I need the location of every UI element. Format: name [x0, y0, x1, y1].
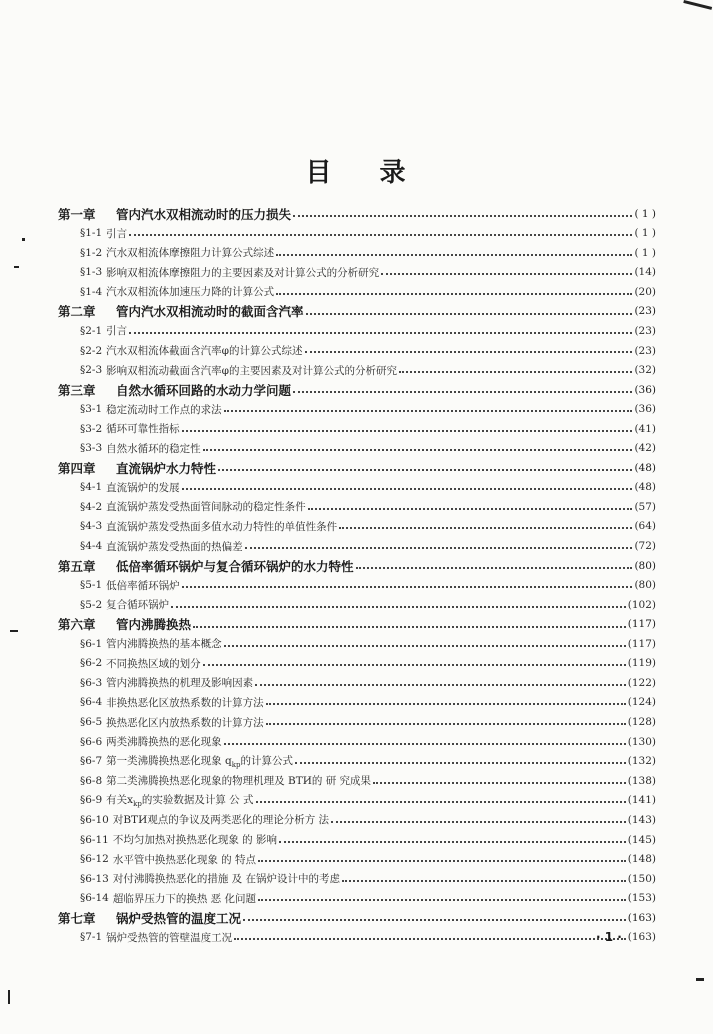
section-title	[106, 675, 253, 690]
dot-leader	[399, 364, 632, 377]
title-text: 汽水双相流体摩擦阻力计算公式综述	[106, 247, 275, 260]
section-title	[106, 323, 127, 338]
title-text: 管内沸腾换热的基本概念	[106, 638, 222, 651]
page-ref: (20)	[634, 285, 656, 298]
chapter-title	[116, 557, 354, 575]
dot-leader	[224, 735, 626, 748]
dot-leader	[203, 657, 626, 670]
section-number: §1-3	[80, 266, 103, 279]
dot-leader	[266, 716, 626, 729]
subscript: kp	[133, 800, 142, 809]
page-ref: (41)	[634, 422, 656, 435]
toc-section-row	[58, 497, 656, 517]
dot-leader	[381, 266, 632, 279]
page-ref: (130)	[627, 735, 656, 748]
title-text-continued: 的实验数据及计算 公 式	[141, 794, 254, 807]
title-text: 两类沸腾换热的恶化现象	[106, 736, 222, 749]
page-ref: (80)	[634, 559, 656, 572]
scan-mark-left-3	[10, 630, 18, 632]
dot-leader	[293, 382, 632, 397]
toc-section-row	[58, 693, 656, 713]
section-number: §3-3	[80, 442, 103, 455]
toc-section-row	[58, 360, 656, 380]
toc-chapter-row	[58, 908, 656, 927]
toc-chapter-row	[58, 556, 656, 575]
section-title	[106, 480, 180, 495]
chapter-title	[116, 381, 291, 399]
title-text: 第一类沸腾换热恶化现象 q	[106, 755, 232, 768]
dot-leader	[234, 931, 626, 944]
toc-section-row	[58, 223, 656, 243]
section-title	[113, 891, 256, 906]
chapter-title	[116, 302, 304, 320]
page-ref: (48)	[634, 481, 656, 494]
title-text: 直流锅炉的发展	[106, 481, 180, 494]
section-number: §6-5	[80, 716, 103, 729]
section-title	[106, 715, 264, 730]
toc-section-row	[58, 712, 656, 732]
page-ref: (64)	[634, 520, 656, 533]
page-ref: (148)	[627, 853, 656, 866]
dot-leader	[203, 442, 633, 455]
section-number: §1-2	[80, 246, 103, 259]
section-number: §6-11	[80, 833, 109, 846]
dot-leader	[129, 325, 632, 338]
section-number: §1-4	[80, 285, 103, 298]
section-title	[106, 930, 232, 945]
title-text: 汽水双相流体加速压力降的计算公式	[106, 286, 275, 299]
page-ref: (150)	[627, 872, 656, 885]
page-ref: (80)	[634, 579, 656, 592]
dot-leader	[279, 833, 626, 846]
dot-leader	[266, 696, 626, 709]
page-ref: (128)	[627, 716, 656, 729]
chapter-number: 第三章	[58, 382, 96, 398]
table-of-contents	[58, 204, 656, 947]
toc-section-row	[58, 321, 656, 341]
title-text: 不同换热区域的划分	[106, 657, 201, 670]
page-ref: (132)	[627, 755, 656, 768]
chapter-number: 第七章	[58, 910, 96, 926]
toc-section-row	[58, 869, 656, 889]
title-text: 管内汽水双相流动时的截面含汽率	[116, 304, 304, 320]
section-number: §6-1	[80, 637, 103, 650]
dot-leader	[258, 853, 626, 866]
title-text: 有关x	[106, 794, 134, 807]
section-title	[106, 695, 264, 710]
dot-leader	[276, 286, 632, 299]
toc-section-row	[58, 751, 656, 771]
section-number: §4-3	[80, 520, 103, 533]
section-number: §2-2	[80, 344, 103, 357]
title-text: 水平管中换热恶化现象 的 特点	[112, 853, 257, 866]
section-title	[106, 226, 127, 241]
dot-leader	[193, 617, 626, 632]
chapter-title	[116, 615, 191, 633]
title-text: 直流锅炉蒸发受热面管间脉动的稳定性条件	[106, 501, 306, 514]
dot-leader	[331, 814, 626, 827]
toc-section-row	[58, 771, 656, 791]
section-title	[106, 656, 201, 671]
title-text: 稳定流动时工作点的求法	[106, 403, 222, 416]
section-title	[113, 871, 340, 886]
toc-section-row	[58, 478, 656, 498]
page-ref: (143)	[627, 813, 656, 826]
title-char-1: 目	[305, 158, 334, 188]
title-text: 直流锅炉水力特性	[116, 460, 217, 476]
toc-section-row	[58, 282, 656, 302]
dot-leader	[224, 403, 633, 416]
toc-section-row	[58, 791, 656, 811]
page-ref: (153)	[627, 892, 656, 905]
subscript: kp	[231, 761, 241, 770]
toc-section-row	[58, 673, 656, 693]
section-number: §6-10	[80, 813, 109, 826]
chapter-title	[116, 205, 291, 223]
dot-leader	[356, 558, 633, 573]
page-ref: (141)	[627, 794, 656, 807]
title-text: 对付沸腾换热恶化的措施 及 在锅炉设计中的考虑	[112, 873, 341, 886]
dot-leader	[224, 637, 626, 650]
section-title	[106, 499, 306, 514]
section-title	[106, 343, 302, 358]
toc-section-row	[58, 575, 656, 595]
dot-leader	[218, 460, 632, 475]
title-text: 管内沸腾换热	[116, 617, 192, 633]
page-ref: (117)	[627, 618, 656, 631]
title-text: 影响双相流动截面含汽率φ的主要因素及对计算公式的分析研究	[106, 364, 398, 377]
chapter-number: 第一章	[58, 206, 96, 222]
toc-section-row	[58, 653, 656, 673]
title-text: 换热恶化区内放热系数的计算方法	[106, 716, 264, 729]
dot-leader	[171, 598, 626, 611]
toc-section-row	[58, 439, 656, 459]
title-text: 管内汽水双相流动时的压力损失	[116, 206, 292, 222]
section-title	[106, 284, 274, 299]
dot-leader	[342, 872, 626, 885]
title-text: 对BTИ观点的争议及两类恶化的理论分析方 法	[112, 814, 330, 827]
scan-mark-left-2	[14, 266, 19, 268]
toc-chapter-row	[58, 302, 656, 321]
dot-leader	[276, 246, 632, 259]
chapter-number: 第六章	[58, 617, 96, 633]
page-ref: (36)	[634, 383, 656, 396]
dot-leader	[339, 520, 632, 533]
page-ref: (36)	[634, 403, 656, 416]
section-title	[106, 363, 397, 378]
page-ref: (117)	[627, 637, 656, 650]
toc-chapter-row	[58, 614, 656, 633]
toc-section-row	[58, 830, 656, 850]
title-text: 复合循环锅炉	[106, 599, 170, 612]
toc-section-row	[58, 341, 656, 361]
dot-leader	[256, 794, 626, 807]
page-ref: (23)	[634, 305, 656, 318]
toc-section-row	[58, 634, 656, 654]
toc-section-row	[58, 595, 656, 615]
page-ref: ( 1 )	[634, 207, 656, 220]
section-number: §6-4	[80, 696, 103, 709]
dot-leader	[295, 755, 626, 768]
section-number: §6-14	[80, 892, 109, 905]
toc-chapter-row	[58, 458, 656, 477]
section-title	[106, 539, 243, 554]
section-number: §5-2	[80, 598, 103, 611]
scan-mark-left-4	[8, 990, 10, 1004]
dot-leader	[243, 910, 626, 925]
page-ref: (72)	[634, 540, 656, 553]
section-title	[106, 265, 379, 280]
page-ref: (48)	[634, 461, 656, 474]
chapter-title	[116, 909, 241, 927]
page-ref: (163)	[627, 931, 656, 944]
page-ref: (32)	[634, 364, 656, 377]
section-title	[106, 441, 201, 456]
title-text: 低倍率循环锅炉	[106, 579, 180, 592]
title-text: 直流锅炉蒸发受热面多值水动力特性的单值性条件	[106, 520, 338, 533]
section-number: §6-3	[80, 676, 103, 689]
section-number: §2-1	[80, 324, 103, 337]
section-title	[106, 597, 169, 612]
scan-mark-left-1	[22, 238, 25, 241]
section-title	[106, 402, 222, 417]
section-number: §4-4	[80, 540, 103, 553]
page-title	[0, 152, 713, 189]
toc-section-row	[58, 928, 656, 948]
section-number: §2-3	[80, 364, 103, 377]
section-title	[106, 245, 274, 260]
page-ref: (138)	[627, 774, 656, 787]
toc-chapter-row	[58, 204, 656, 223]
dot-leader	[306, 304, 633, 319]
title-text: 直流锅炉蒸发受热面的热偏差	[106, 540, 243, 553]
page-number: · 1 ·	[596, 930, 622, 944]
title-text: 不均匀加热对换热恶化现象 的 影响	[112, 834, 278, 847]
section-number: §3-1	[80, 403, 103, 416]
dot-leader	[308, 501, 633, 514]
page-ref: (124)	[627, 696, 656, 709]
section-number: §6-8	[80, 774, 103, 787]
page-ref: (23)	[634, 344, 656, 357]
toc-section-row	[58, 419, 656, 439]
page-ref: (163)	[627, 911, 656, 924]
section-number: §6-7	[80, 755, 103, 768]
page-ref: (14)	[634, 266, 656, 279]
section-number: §6-6	[80, 735, 103, 748]
section-number: §4-2	[80, 500, 103, 513]
title-text: 循环可靠性指标	[106, 423, 180, 436]
title-text-continued: 的计算公式	[240, 755, 293, 768]
dot-leader	[182, 481, 633, 494]
title-text: 汽水双相流体截面含汽率φ的计算公式综述	[106, 345, 303, 358]
title-text: 超临界压力下的换热 恶 化问题	[112, 892, 257, 905]
toc-section-row	[58, 243, 656, 263]
page-ref: ( 1 )	[634, 246, 656, 259]
dot-leader	[373, 775, 626, 788]
section-title	[106, 421, 180, 436]
dot-leader	[129, 227, 632, 240]
title-text: 锅炉受热管的管壁温度工况	[106, 931, 233, 944]
scan-mark-top-right	[683, 0, 712, 10]
toc-section-row	[58, 849, 656, 869]
section-number: §1-1	[80, 227, 103, 240]
page-ref: (42)	[634, 442, 656, 455]
section-title	[106, 734, 222, 749]
section-number: §5-1	[80, 579, 103, 592]
title-char-2: 录	[379, 158, 408, 188]
toc-section-row	[58, 810, 656, 830]
section-title	[106, 519, 337, 534]
toc-section-row	[58, 517, 656, 537]
chapter-number: 第二章	[58, 304, 96, 320]
dot-leader	[182, 422, 633, 435]
dot-leader	[245, 540, 633, 553]
page-ref: (145)	[627, 833, 656, 846]
dot-leader	[255, 677, 626, 690]
page-ref: ( 1 )	[634, 227, 656, 240]
toc-section-row	[58, 732, 656, 752]
section-title	[106, 792, 253, 808]
title-text: 锅炉受热管的温度工况	[116, 910, 242, 926]
title-text: 引言	[106, 227, 128, 240]
chapter-number: 第四章	[58, 460, 96, 476]
page-ref: (23)	[634, 324, 656, 337]
page-ref: (119)	[627, 657, 656, 670]
toc-chapter-row	[58, 380, 656, 399]
section-title	[113, 852, 256, 867]
section-number: §4-1	[80, 481, 103, 494]
title-text: 低倍率循环锅炉与复合循环锅炉的水力特性	[116, 558, 354, 574]
title-text: 第二类沸腾换热恶化现象的物理机理及 BTИ的 研 究成果	[106, 775, 372, 788]
section-number: §3-2	[80, 422, 103, 435]
toc-section-row	[58, 263, 656, 283]
section-number: §6-12	[80, 853, 109, 866]
page-ref: (122)	[627, 676, 656, 689]
toc-section-row	[58, 536, 656, 556]
section-title	[113, 832, 277, 847]
page-ref: (102)	[627, 598, 656, 611]
dot-leader	[305, 344, 633, 357]
title-text: 自然水循环回路的水动力学问题	[116, 382, 292, 398]
section-number: §6-2	[80, 657, 103, 670]
dot-leader	[258, 892, 626, 905]
scan-mark-right-1	[696, 978, 704, 981]
section-title	[106, 773, 371, 788]
section-number: §6-13	[80, 872, 109, 885]
section-title	[106, 578, 180, 593]
section-title	[106, 636, 222, 651]
title-text: 引言	[106, 325, 128, 338]
section-title	[113, 812, 329, 827]
section-title	[106, 753, 293, 769]
dot-leader	[182, 579, 633, 592]
title-text: 非换热恶化区放热系数的计算方法	[106, 696, 264, 709]
section-number: §7-1	[80, 931, 103, 944]
section-number: §6-9	[80, 794, 103, 807]
chapter-title	[116, 459, 216, 477]
dot-leader	[293, 206, 632, 221]
toc-section-row	[58, 399, 656, 419]
toc-section-row	[58, 889, 656, 909]
chapter-number: 第五章	[58, 558, 96, 574]
title-text: 自然水循环的稳定性	[106, 442, 201, 455]
title-text: 管内沸腾换热的机理及影响因素	[106, 677, 254, 690]
title-text: 影响双相流体摩擦阻力的主要因素及对计算公式的分析研究	[106, 266, 380, 279]
page-ref: (57)	[634, 500, 656, 513]
